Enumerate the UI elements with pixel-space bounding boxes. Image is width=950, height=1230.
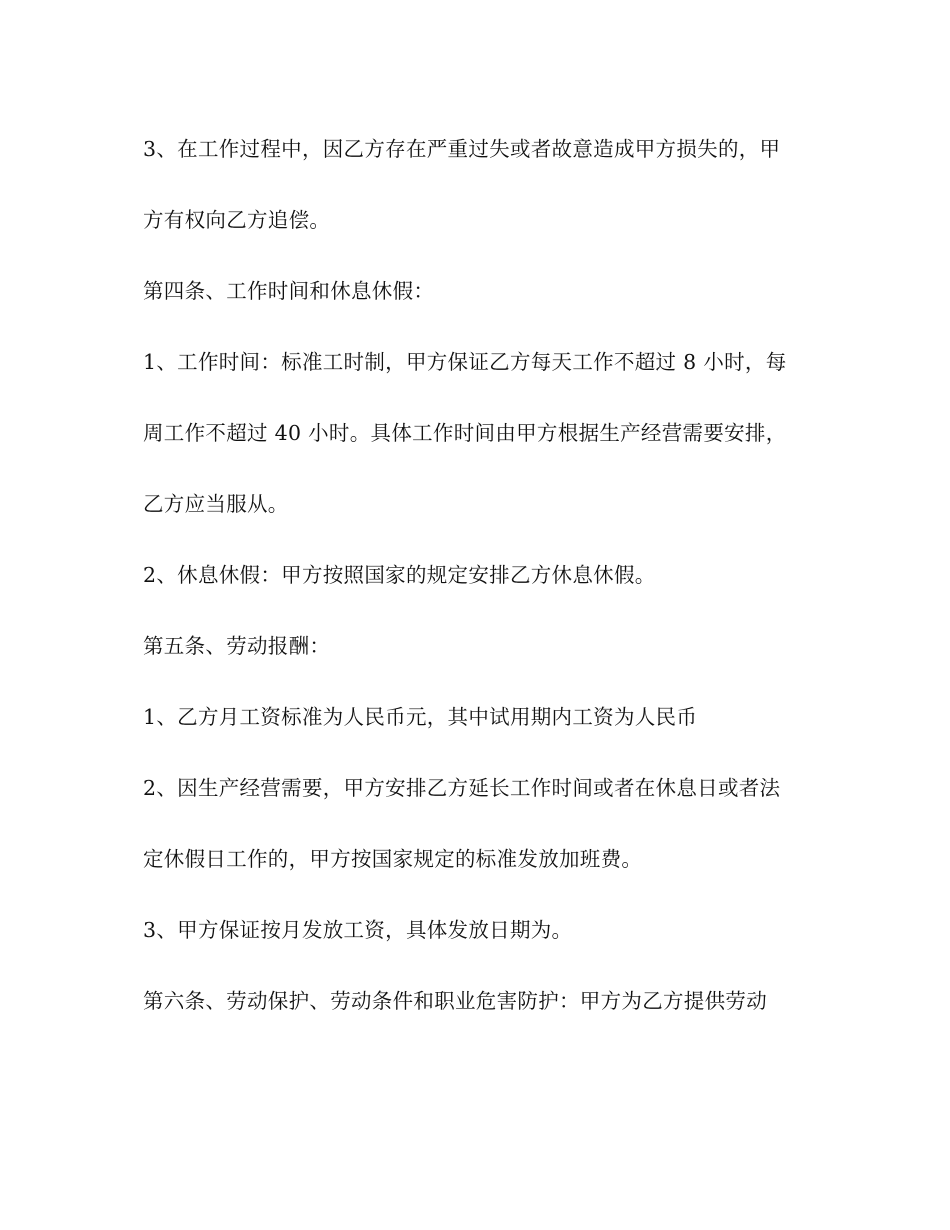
section-heading-article4: 第四条、工作时间和休息休假： — [143, 279, 435, 303]
text-line-art3-clause3: 3、在工作过程中，因乙方存在严重过失或者故意造成甲方损失的，甲 — [143, 137, 781, 161]
text-line-art5-clause1: 1、乙方月工资标准为人民币元，其中试用期内工资为人民币 — [143, 705, 698, 729]
text-line-art3-clause3-cont: 方有权向乙方追偿。 — [143, 208, 331, 232]
text-line-art5-clause3: 3、甲方保证按月发放工资，具体发放日期为。 — [143, 918, 573, 942]
text-line-art4-clause1: 1、工作时间：标准工时制，甲方保证乙方每天工作不超过 8 小时，每 — [143, 350, 787, 374]
section-heading-article6: 第六条、劳动保护、劳动条件和职业危害防护：甲方为乙方提供劳动 — [143, 989, 767, 1013]
section-heading-article5: 第五条、劳动报酬： — [143, 634, 331, 658]
text-line-art5-clause2-cont: 定休假日工作的，甲方按国家规定的标准发放加班费。 — [143, 847, 643, 871]
text-line-art4-clause1-end: 乙方应当服从。 — [143, 492, 289, 516]
text-line-art4-clause2: 2、休息休假：甲方按照国家的规定安排乙方休息休假。 — [143, 563, 656, 587]
document-body — [143, 137, 823, 1060]
text-line-art4-clause1-cont: 周工作不超过 40 小时。具体工作时间由甲方根据生产经营需要安排， — [143, 421, 787, 445]
text-line-art5-clause2: 2、因生产经营需要，甲方安排乙方延长工作时间或者在休息日或者法 — [143, 776, 781, 800]
